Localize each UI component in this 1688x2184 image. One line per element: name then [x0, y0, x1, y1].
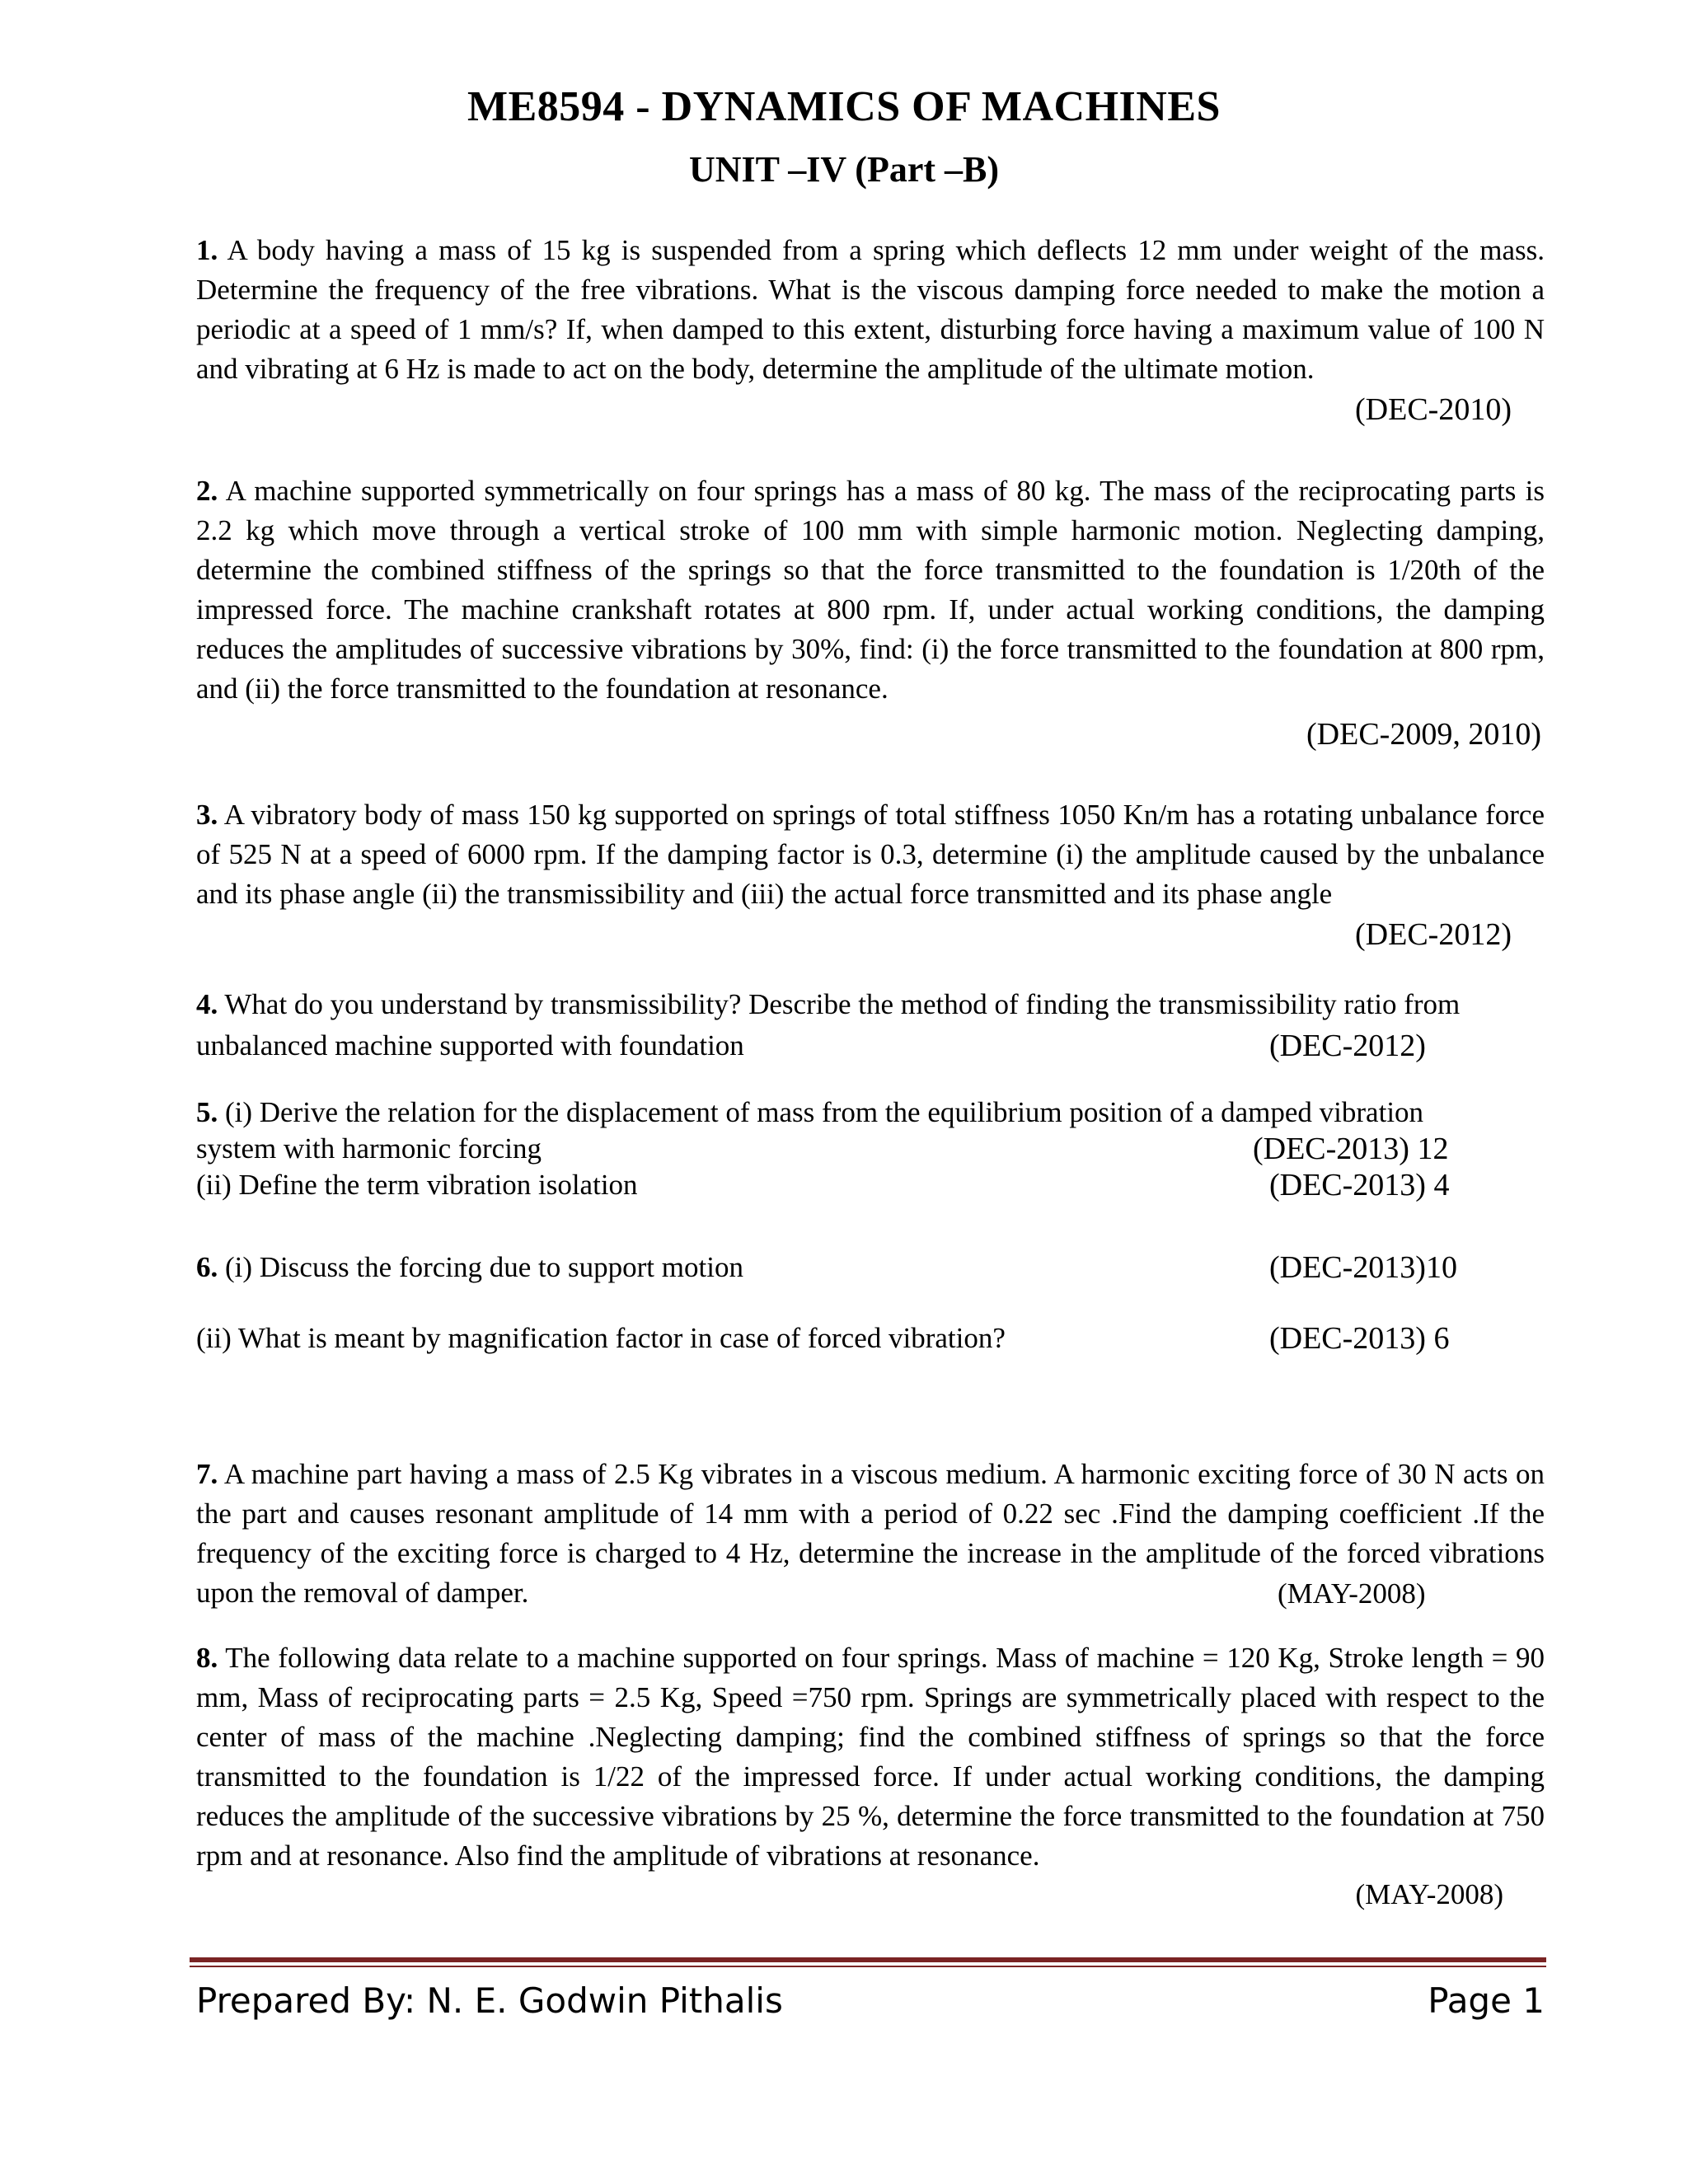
- prepared-by: Prepared By: N. E. Godwin Pithalis: [196, 1980, 783, 2021]
- question-1: [196, 231, 1545, 430]
- question-2-body: [196, 471, 1545, 709]
- question-8: [196, 1638, 1545, 1914]
- question-number: 2.: [196, 475, 218, 507]
- question-5-line1: [196, 1093, 1545, 1132]
- question-text: unbalanced machine supported with foundation: [196, 1029, 744, 1062]
- question-text: What do you understand by transmissibility? Describe the method of finding the transmissibility ratio from: [224, 988, 1461, 1020]
- question-ref: (DEC-2012): [1269, 1029, 1426, 1063]
- question-number: 3.: [196, 799, 218, 831]
- footer-divider-thin: [190, 1966, 1546, 1967]
- question-text: The following data relate to a machine supported on four springs. Mass of machine = 120 Kg, Stroke length = 90 mm, Mass of reciprocating parts = 2.5 Kg, Speed =750 rpm. Springs are symmetrically placed with respect to the center of mass of the machine .Neglecting damping; find the combined stiffness of springs so that the force transmitted to the foundation is 1/22 of the impressed force. If under actual working conditions, the damping reduces the amplitude of the successive vibrations by 25 %, determine the force transmitted to the foundation at 750 rpm and at resonance. Also find the amplitude of vibrations at resonance.: [196, 1642, 1545, 1872]
- question-text: (ii) What is meant by magnification factor in case of forced vibration?: [196, 1322, 1006, 1354]
- question-3: [196, 795, 1545, 955]
- question-8-body: [196, 1638, 1545, 1876]
- question-ref: (DEC-2013) 6: [1269, 1321, 1450, 1356]
- question-text: A vibratory body of mass 150 kg supported on springs of total stiffness 1050 Kn/m has a rotating unbalance force of 525 N at a speed of 6000 rpm. If the damping factor is 0.3, determine (i) the amplitude caused by the unbalance and its phase angle (ii) the transmissibility and (iii) the actual force transmitted and its phase angle: [196, 799, 1545, 910]
- question-number: 6.: [196, 1251, 218, 1283]
- question-ref: (DEC-2013) 4: [1269, 1168, 1450, 1202]
- question-text: A machine supported symmetrically on four springs has a mass of 80 kg. The mass of the reciprocating parts is 2.2 kg which move through a vertical stroke of 100 mm with simple harmonic motion. Neglecting damping, determine the combined stiffness of the springs so that the force transmitted to the foundation is 1/20th of the impressed force. The machine crankshaft rotates at 800 rpm. If, under actual working conditions, the damping reduces the amplitudes of successive vibrations by 30%, find: (i) the force transmitted to the foundation at 800 rpm, and (ii) the force transmitted to the foundation at resonance.: [196, 475, 1545, 705]
- question-4-line1: [196, 985, 1545, 1024]
- page-number: Page 1: [1428, 1980, 1545, 2021]
- question-ref: (DEC-2010): [1355, 392, 1512, 427]
- question-text: A machine part having a mass of 2.5 Kg vibrates in a viscous medium. A harmonic exciting force of 30 N acts on the part and causes resonant amplitude of 14 mm with a period of 0.22 sec .Find the damping coefficient .If the frequency of the exciting force is charged to 4 Hz, determine the increase in the amplitude of the forced vibrations upon the removal of damper.: [196, 1458, 1545, 1609]
- question-number: 8.: [196, 1642, 218, 1674]
- question-number: 1.: [196, 234, 218, 266]
- question-5: [196, 1093, 1545, 1132]
- question-4: [196, 985, 1545, 1024]
- question-text: A body having a mass of 15 kg is suspended from a spring which deflects 12 mm under weight of the mass. Determine the frequency of the free vibrations. What is the viscous damping force needed to make the motion a periodic at a speed of 1 mm/s? If, when damped to this extent, disturbing force having a maximum value of 100 N and vibrating at 6 Hz is made to act on the body, determine the amplitude of the ultimate motion.: [196, 234, 1545, 385]
- footer-divider: [190, 1957, 1546, 1962]
- question-ref: (MAY-2008): [1355, 1878, 1503, 1910]
- question-ref: (DEC-2009, 2010): [1306, 717, 1541, 752]
- question-text: (ii) Define the term vibration isolation: [196, 1169, 638, 1201]
- question-ref: (DEC-2013) 12: [1253, 1132, 1449, 1166]
- question-ref: (DEC-2012): [1355, 917, 1512, 952]
- question-6-line1: [196, 1248, 743, 1287]
- question-1-body: [196, 231, 1545, 389]
- question-text: system with harmonic forcing: [196, 1132, 542, 1165]
- question-3-body: [196, 795, 1545, 914]
- question-number: 7.: [196, 1458, 218, 1490]
- question-ref: (MAY-2008): [1278, 1577, 1426, 1610]
- question-number: 4.: [196, 988, 218, 1020]
- page-title: ME8594 - DYNAMICS OF MACHINES: [467, 83, 1221, 130]
- question-text: (i) Discuss the forcing due to support motion: [225, 1251, 743, 1283]
- question-2: [196, 471, 1545, 755]
- page-subtitle: UNIT –IV (Part –B): [688, 149, 1000, 190]
- question-ref: (DEC-2013)10: [1269, 1250, 1457, 1285]
- question-number: 5.: [196, 1096, 218, 1128]
- question-text: (i) Derive the relation for the displacement of mass from the equilibrium position of a damped vibration: [225, 1096, 1424, 1128]
